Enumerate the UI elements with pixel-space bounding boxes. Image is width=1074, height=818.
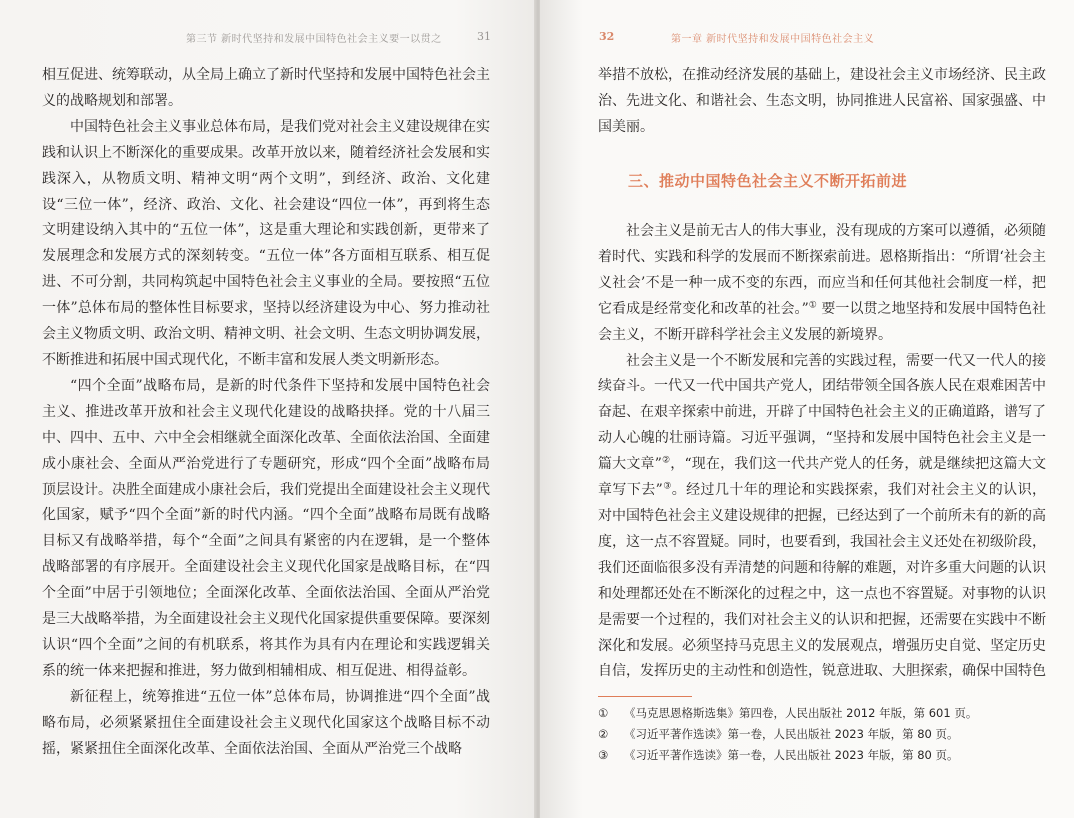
paragraph: 新征程上，统筹推进“五位一体”总体布局，协调推进“四个全面”战略布局，必须紧紧扭住全面建设社会主义现代化国家这个战略目标不动摇，紧紧扭住全面深化改革、全面依法治国、全面从严治党三个战略 — [42, 688, 490, 757]
footnote-divider — [598, 696, 692, 697]
left-body-text — [42, 63, 490, 762]
paragraph-text: 。经过几十年的理论和实践探索，我们对社会主义的认识，对中国特色社会主义建设规律的把握，已经达到了一个前所未有的新的高度，这一点不容置疑。同时，也要看到，我国社会主义还处在初级阶段，我们还面临很多没有弄清楚的问题和待解的难题，对许多重大问题的认识和处理都还处在不断深化的过程之中，这一点也不容置疑。对事物的认识是需要一个过程的，我们对社会主义的认识和把握，还需要在实践中不断深化和发展。必须坚持马克思主义的发展观点，增强历史自觉、坚定历史自信，发挥历史的主动性和创造性，锐意进取、大胆探索，确保中国特色 — [598, 482, 1046, 680]
paragraph-text: 社会主义是前无古人的伟大事业，没有现成的方案可以遵循，必须随着时代、实践和科学的发展而不断探索前进。恩格斯指出：“所谓‘社会主义社会’不是一种一成不变的东西，而应当和任何其他社会制度一样，把它看成是经常变化和改革的社会。” — [598, 223, 1046, 317]
footnote-ref[interactable]: ③ — [662, 481, 672, 492]
footnote-text: 《习近平著作选读》第一卷，人民出版社 2023 年版，第 80 页。 — [624, 727, 959, 741]
paragraph: 相互促进、统筹联动，从全局上确立了新时代坚持和发展中国特色社会主义的战略规划和部署。 — [42, 67, 490, 109]
continuation-text — [598, 63, 1046, 141]
footnote — [598, 724, 1046, 745]
right-page — [540, 0, 1074, 818]
footnote-mark: ① — [598, 706, 609, 720]
paragraph-text: 社会主义是一个不断发展和完善的实践过程，需要一代又一代人的接续奋斗。一代又一代中国共产党人，团结带领全国各族人民在艰难困苦中奋起、在艰辛探索中前进，开辟了中国特色社会主义的正确道路，谱写了动人心魄的壮丽诗篇。习近平强调，“坚持和发展中国特色社会主义是一篇大文章” — [598, 352, 1046, 473]
footnote-text: 《习近平著作选读》第一卷，人民出版社 2023 年版，第 80 页。 — [624, 748, 959, 762]
right-body-text — [598, 219, 1046, 685]
footnote-mark: ③ — [598, 748, 609, 762]
page-number: 31 — [477, 30, 491, 43]
paragraph — [598, 349, 1046, 686]
running-head: 第一章 新时代坚持和发展中国特色社会主义 — [671, 34, 875, 45]
footnote-text: 《马克思恩格斯选集》第四卷，人民出版社 2012 年版，第 601 页。 — [624, 706, 978, 720]
paragraph: 中国特色社会主义事业总体布局，是我们党对社会主义建设规律在实践和认识上不断深化的重要成果。改革开放以来，随着经济社会发展和实践深入，从物质文明、精神文明“两个文明”，到经济、政治、文化建设“三位一体”，经济、政治、文化、社会建设“四位一体”，再到将生态文明建设纳入其中的“五位一体”，这是重大理论和实践创新，更带来了发展理念和发展方式的深刻转变。“五位一体”各方面相互联系、相互促进、不可分割，共同构筑起中国特色社会主义事业的全局。要按照“五位一体”总体布局的整体性目标要求，坚持以经济建设为中心、努力推动社会主义物质文明、政治文明、精神文明、社会文明、生态文明协调发展，不断推进和拓展中国式现代化，不断丰富和发展人类文明新形态。 — [42, 118, 490, 368]
footnote-mark: ② — [598, 727, 609, 741]
paragraph: “四个全面”战略布局，是新的时代条件下坚持和发展中国特色社会主义、推进改革开放和社会主义现代化建设的战略抉择。党的十八届三中、四中、五中、六中全会相继就全面深化改革、全面依法治国、全面建成小康社会、全面从严治党进行了专题研究，形成“四个全面”战略布局顶层设计。决胜全面建成小康社会后，我们党提出全面建设社会主义现代化国家，赋予“四个全面”新的时代内涵。“四个全面”战略布局既有战略目标又有战略举措，每个“全面”之间具有紧密的内在逻辑，是一个整体战略部署的有序展开。全面建设社会主义现代化国家是战略目标，在“四个全面”中居于引领地位；全面深化改革、全面依法治国、全面从严治党是三大战略举措，为全面建设社会主义现代化国家提供重要保障。要深刻认识“四个全面”之间的有机联系，将其作为具有内在理论和实践逻辑关系的统一体来把握和推进，努力做到相辅相成、相互促进、相得益彰。 — [42, 377, 490, 679]
paragraph — [598, 219, 1046, 349]
footnote — [598, 703, 1046, 724]
paragraph-text: 要一以贯之地坚持和发展中国特色社会主义，不断开辟科学社会主义发展的新境界。 — [598, 300, 1046, 343]
left-page — [0, 0, 536, 818]
section-heading: 三、推动中国特色社会主义不断开拓前进 — [628, 172, 908, 190]
footnote — [598, 745, 1046, 766]
paragraph-text: ，“现在，我们这一代共产党人的任务，就是继续把这篇大文章写下去” — [598, 456, 1046, 499]
footnotes — [598, 703, 1046, 766]
running-head: 第三节 新时代坚持和发展中国特色社会主义要一以贯之 — [186, 34, 442, 45]
footnote-ref[interactable]: ② — [661, 455, 671, 466]
footnote-ref[interactable]: ① — [808, 300, 817, 311]
paragraph: 举措不放松，在推动经济发展的基础上，建设社会主义市场经济、民主政治、先进文化、和谐社会、生态文明，协同推进人民富裕、国家强盛、中国美丽。 — [598, 67, 1046, 135]
page-number: 32 — [599, 30, 615, 43]
